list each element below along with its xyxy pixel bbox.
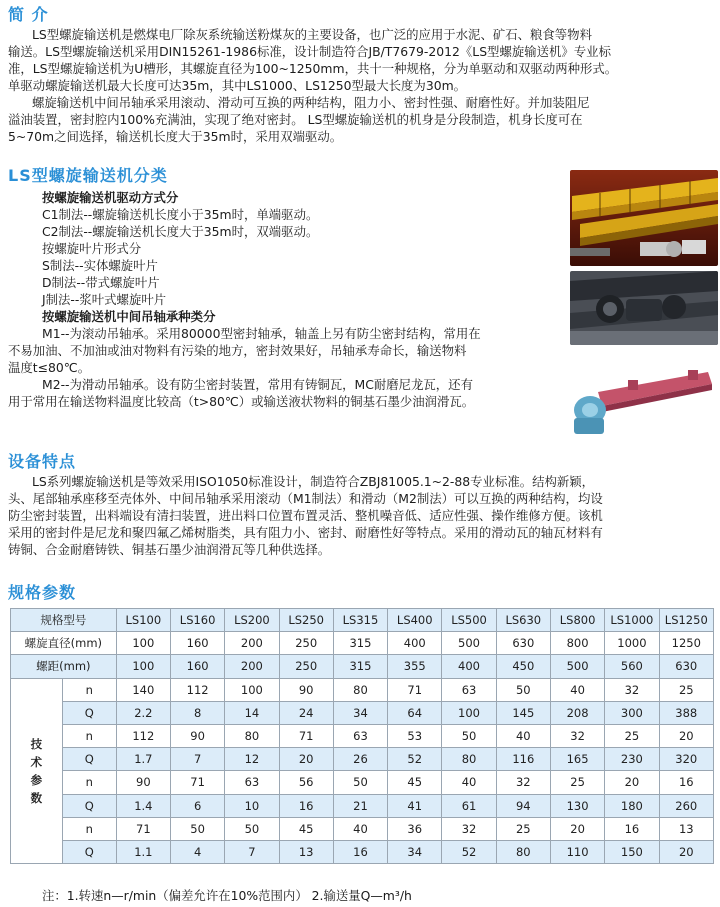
table-cell: 50 <box>225 817 279 840</box>
table-cell: 64 <box>388 701 442 724</box>
table-cell: 630 <box>496 632 550 655</box>
table-cell: 6 <box>170 794 224 817</box>
intro-line: LS型螺旋输送机是燃煤电厂除灰系统输送粉煤灰的主要设备，也广泛的应用于水泥、矿石、粮食等物料 <box>32 27 592 42</box>
table-cell: 24 <box>279 701 333 724</box>
table-cell: 50 <box>170 817 224 840</box>
table-cell: 16 <box>333 840 387 863</box>
features-line: 铸铜、合金耐磨铸铁、铜基石墨少油润滑瓦等几种供选择。 <box>8 542 331 557</box>
spec-table <box>10 608 714 864</box>
table-cell: 1000 <box>605 632 659 655</box>
table-cell: 8 <box>170 701 224 724</box>
classification-heading: LS型螺旋输送机分类 <box>8 166 168 185</box>
tech-params-label <box>11 678 63 864</box>
table-cell: 71 <box>116 817 170 840</box>
table-cell: 80 <box>442 748 496 771</box>
table-cell: 110 <box>550 840 604 863</box>
product-photo-tube-conveyor <box>568 352 718 448</box>
c1-line: C1制法--螺旋输送机长度小于35m时，单端驱动。 <box>42 207 319 222</box>
table-cell: 1.1 <box>116 840 170 863</box>
table-cell: 388 <box>659 701 713 724</box>
table-cell: 100 <box>116 632 170 655</box>
table-cell: 53 <box>388 724 442 747</box>
table-cell: 200 <box>225 632 279 655</box>
table-cell: 50 <box>442 724 496 747</box>
features-line: LS系列螺旋输送机是等效采用ISO1050标准设计，制造符合ZBJ81005.1~2-88专业标准。结构新颖， <box>32 474 595 489</box>
blade-title: 按螺旋叶片形式分 <box>42 241 142 256</box>
table-cell: 145 <box>496 701 550 724</box>
s-line: S制法--实体螺旋叶片 <box>42 258 158 273</box>
table-cell: 250 <box>279 632 333 655</box>
table-row <box>11 701 714 724</box>
m1-line: M1--为滚动吊轴承。采用80000型密封轴承，轴盖上另有防尘密封结构，常用在 <box>42 326 481 341</box>
table-cell: 52 <box>388 748 442 771</box>
param-label: n <box>62 817 116 840</box>
table-cell: 100 <box>116 655 170 678</box>
table-cell: 14 <box>225 701 279 724</box>
intro-heading: 简 介 <box>8 5 49 24</box>
table-cell: 50 <box>333 771 387 794</box>
table-cell: 100 <box>225 678 279 701</box>
table-cell: 800 <box>550 632 604 655</box>
table-cell: 63 <box>225 771 279 794</box>
model-cell: LS100 <box>116 609 170 632</box>
intro-line: 输送。LS型螺旋输送机采用DIN15261-1986标准，设计制造符合JB/T7679-2012《LS型螺旋输送机》专业标 <box>8 44 611 59</box>
table-cell: 36 <box>388 817 442 840</box>
table-cell: 500 <box>550 655 604 678</box>
intro-line: 单驱动螺旋输送机最大长度可达35m，其中LS1000、LS1250型最大长度为30m。 <box>8 78 467 93</box>
table-row <box>11 840 714 863</box>
intro-text <box>8 26 716 145</box>
table-cell: 80 <box>496 840 550 863</box>
table-cell: 10 <box>225 794 279 817</box>
j-line: J制法--浆叶式螺旋叶片 <box>42 292 167 307</box>
table-cell: 63 <box>442 678 496 701</box>
table-cell: 250 <box>279 655 333 678</box>
table-cell: 150 <box>605 840 659 863</box>
table-cell: 165 <box>550 748 604 771</box>
intro-line: 准，LS型螺旋输送机为U槽形，其螺旋直径为100~1250mm，共十一种规格，分为单驱动和双驱动两种形式。 <box>8 61 618 76</box>
features-heading: 设备特点 <box>8 452 77 471</box>
table-cell: 112 <box>170 678 224 701</box>
table-cell: 140 <box>116 678 170 701</box>
param-label: n <box>62 724 116 747</box>
table-cell: 260 <box>659 794 713 817</box>
table-cell: 32 <box>496 771 550 794</box>
table-cell: 20 <box>550 817 604 840</box>
table-cell: 560 <box>605 655 659 678</box>
m1-line: 不易加油、不加油或油对物料有污染的地方，密封效果好，吊轴承寿命长，输送物料 <box>8 343 467 358</box>
table-cell: 400 <box>442 655 496 678</box>
table-row <box>11 794 714 817</box>
table-cell: 1.7 <box>116 748 170 771</box>
table-cell: 230 <box>605 748 659 771</box>
table-cell: 16 <box>279 794 333 817</box>
table-cell: 90 <box>116 771 170 794</box>
table-cell: 100 <box>442 701 496 724</box>
table-cell: 63 <box>333 724 387 747</box>
table-cell: 26 <box>333 748 387 771</box>
table-cell: 25 <box>659 678 713 701</box>
table-cell: 32 <box>550 724 604 747</box>
table-row <box>11 678 714 701</box>
table-cell: 40 <box>442 771 496 794</box>
table-cell: 355 <box>388 655 442 678</box>
model-cell: LS400 <box>388 609 442 632</box>
table-cell: 1250 <box>659 632 713 655</box>
table-cell: 16 <box>659 771 713 794</box>
table-cell: 315 <box>333 655 387 678</box>
table-row <box>11 748 714 771</box>
param-label: Q <box>62 840 116 863</box>
product-photo-gearmotor <box>570 271 718 345</box>
table-cell: 7 <box>225 840 279 863</box>
table-cell: 45 <box>279 817 333 840</box>
table-cell: 300 <box>605 701 659 724</box>
table-cell: 25 <box>550 771 604 794</box>
table-cell: 200 <box>225 655 279 678</box>
table-cell: 180 <box>605 794 659 817</box>
table-cell: 50 <box>496 678 550 701</box>
model-cell: LS315 <box>333 609 387 632</box>
table-note: 注：1.转速n—r/min（偏差允许在10%范围内） 2.输送量Q—m³/h <box>42 888 412 903</box>
param-label: Q <box>62 794 116 817</box>
table-cell: 160 <box>170 655 224 678</box>
model-cell: LS630 <box>496 609 550 632</box>
bearing-title: 按螺旋输送机中间吊轴承种类分 <box>42 309 216 324</box>
table-cell: 500 <box>442 632 496 655</box>
table-cell: 52 <box>442 840 496 863</box>
diameter-label: 螺旋直径(mm) <box>11 632 117 655</box>
intro-line: 螺旋输送机中间吊轴承采用滚动、滑动可互换的两种结构，阻力小、密封性强、耐磨性好。并加装阻尼 <box>32 95 590 110</box>
table-cell: 130 <box>550 794 604 817</box>
features-line: 采用的密封件是尼龙和聚四氟乙烯树脂类，具有阻力小、密封、耐磨性好等特点。采用的滑动瓦的轴瓦材料有 <box>8 525 603 540</box>
m1-line: 温度t≤80℃。 <box>8 360 91 375</box>
table-cell: 56 <box>279 771 333 794</box>
table-row <box>11 817 714 840</box>
table-cell: 32 <box>605 678 659 701</box>
table-cell: 12 <box>225 748 279 771</box>
c2-line: C2制法--螺旋输送机长度大于35m时，双端驱动。 <box>42 224 319 239</box>
drive-title: 按螺旋输送机驱动方式分 <box>42 190 179 205</box>
tech-params-char: 术 <box>30 754 43 769</box>
table-cell: 40 <box>550 678 604 701</box>
table-cell: 21 <box>333 794 387 817</box>
table-cell: 2.2 <box>116 701 170 724</box>
table-cell: 34 <box>333 701 387 724</box>
table-cell: 41 <box>388 794 442 817</box>
table-cell: 160 <box>170 632 224 655</box>
table-cell: 20 <box>279 748 333 771</box>
table-cell: 90 <box>170 724 224 747</box>
table-cell: 25 <box>605 724 659 747</box>
table-cell: 7 <box>170 748 224 771</box>
m2-line: 用于常用在输送物料温度比较高（t>80℃）或输送液状物料的铜基石墨少油润滑瓦。 <box>8 394 475 409</box>
table-cell: 71 <box>170 771 224 794</box>
table-cell: 112 <box>116 724 170 747</box>
param-label: n <box>62 771 116 794</box>
table-cell: 61 <box>442 794 496 817</box>
table-cell: 13 <box>659 817 713 840</box>
model-cell: LS1250 <box>659 609 713 632</box>
param-label: Q <box>62 701 116 724</box>
table-cell: 13 <box>279 840 333 863</box>
table-cell: 20 <box>659 840 713 863</box>
table-cell: 40 <box>333 817 387 840</box>
table-row <box>11 609 714 632</box>
model-cell: LS160 <box>170 609 224 632</box>
table-cell: 208 <box>550 701 604 724</box>
table-cell: 25 <box>496 817 550 840</box>
model-cell: LS200 <box>225 609 279 632</box>
table-cell: 20 <box>605 771 659 794</box>
table-cell: 320 <box>659 748 713 771</box>
model-cell: LS1000 <box>605 609 659 632</box>
tech-params-char: 数 <box>30 790 43 805</box>
table-row <box>11 655 714 678</box>
table-cell: 400 <box>388 632 442 655</box>
features-text <box>8 473 716 558</box>
pitch-label: 螺距(mm) <box>11 655 117 678</box>
table-cell: 40 <box>496 724 550 747</box>
table-cell: 71 <box>388 678 442 701</box>
d-line: D制法--带式螺旋叶片 <box>42 275 160 290</box>
classification-text <box>42 189 572 325</box>
param-label: Q <box>62 748 116 771</box>
table-row <box>11 771 714 794</box>
intro-line: 5~70m之间选择，输送机长度大于35m时，采用双端驱动。 <box>8 129 343 144</box>
table-cell: 80 <box>333 678 387 701</box>
specs-heading: 规格参数 <box>8 583 77 602</box>
header-label: 规格型号 <box>11 609 117 632</box>
table-cell: 630 <box>659 655 713 678</box>
table-cell: 45 <box>388 771 442 794</box>
features-line: 头、尾部轴承座移至壳体外、中间吊轴承采用滚动（M1制法）和滑动（M2制法）可以互换的两种结构，均设 <box>8 491 603 506</box>
table-cell: 4 <box>170 840 224 863</box>
model-cell: LS800 <box>550 609 604 632</box>
table-cell: 32 <box>442 817 496 840</box>
table-cell: 1.4 <box>116 794 170 817</box>
bearing-text <box>8 325 568 410</box>
table-cell: 116 <box>496 748 550 771</box>
param-label: n <box>62 678 116 701</box>
features-line: 防尘密封装置，出料端设有清扫装置，进出料口位置布置灵活、整机噪音低、适应性强、操作维修方便。该机 <box>8 508 603 523</box>
intro-line: 溢油装置，密封腔内100%充满油，实现了绝对密封。 LS型螺旋输送机的机身是分段制造，机身长度可在 <box>8 112 583 127</box>
table-cell: 80 <box>225 724 279 747</box>
tech-params-char: 技 <box>30 736 43 751</box>
table-cell: 315 <box>333 632 387 655</box>
model-cell: LS250 <box>279 609 333 632</box>
table-cell: 94 <box>496 794 550 817</box>
m2-line: M2--为滑动吊轴承。设有防尘密封装置，常用有铸铜瓦，MC耐磨尼龙瓦，还有 <box>42 377 473 392</box>
table-row <box>11 632 714 655</box>
table-cell: 16 <box>605 817 659 840</box>
table-cell: 20 <box>659 724 713 747</box>
table-cell: 90 <box>279 678 333 701</box>
tech-params-char: 参 <box>30 772 43 787</box>
table-cell: 71 <box>279 724 333 747</box>
product-photo-double-drive <box>570 170 718 266</box>
table-cell: 34 <box>388 840 442 863</box>
model-cell: LS500 <box>442 609 496 632</box>
table-cell: 450 <box>496 655 550 678</box>
table-row <box>11 724 714 747</box>
